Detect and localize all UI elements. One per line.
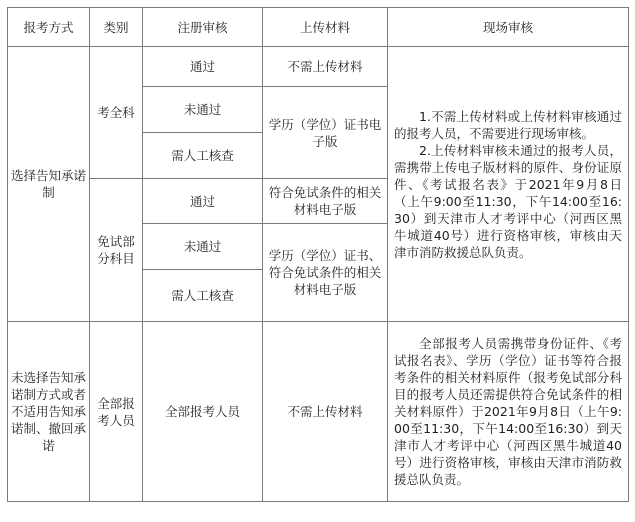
table-row	[8, 322, 629, 502]
review-status: 未通过	[143, 224, 263, 270]
review-status: 需人工核查	[143, 133, 263, 179]
review-status: 全部报考人员	[143, 322, 263, 502]
category-all-applicants: 全部报考人员	[90, 322, 143, 502]
upload-materials-cell: 不需上传材料	[263, 322, 388, 502]
upload-materials-cell: 学历（学位）证书、符合免试条件的相关材料电子版	[263, 224, 388, 322]
onsite-review-notes	[388, 322, 629, 502]
review-status: 通过	[143, 179, 263, 224]
upload-materials-cell: 符合免试条件的相关材料电子版	[263, 179, 388, 224]
header-category: 类别	[90, 8, 143, 47]
review-status: 需人工核查	[143, 270, 263, 322]
header-row	[8, 8, 629, 47]
category-partial-exempt: 免试部分科目	[90, 179, 143, 322]
upload-materials-cell: 不需上传材料	[263, 47, 388, 87]
onsite-note-all: 全部报考人员需携带身份证件、《考试报名表》、学历（学位）证书等符合报考条件的相关材料原件（报考免试部分科目的报考人员还需提供符合免试条件的相关材料原件）于2021年9月8日（上午9:00至11:30，下午14:00至16:30）到天津市人才考评中心（河西区黑牛城道40号）进行资格审核，审核由天津市消防救援总队负责。	[394, 336, 622, 487]
category-full-subjects: 考全科	[90, 47, 143, 179]
table-row	[8, 47, 629, 87]
header-method: 报考方式	[8, 8, 90, 47]
onsite-note-2: 2.上传材料审核未通过的报考人员，需携带上传电子版材料的原件、身份证原件、《考试报名表》于2021年9月8日（上午9:00至11:30，下午14:00至16:30）到天津市人才考评中心（河西区黑牛城道40号）进行资格审核，审核由天津市消防救援总队负责。	[394, 142, 622, 260]
review-status: 通过	[143, 47, 263, 87]
onsite-review-notes	[388, 47, 629, 322]
review-table	[7, 7, 629, 502]
onsite-note-1: 1.不需上传材料或上传材料审核通过的报考人员，不需要进行现场审核。	[394, 108, 622, 141]
review-status: 未通过	[143, 87, 263, 133]
header-upload-materials: 上传材料	[263, 8, 388, 47]
upload-materials-cell: 学历（学位）证书电子版	[263, 87, 388, 179]
method-commitment: 选择告知承诺制	[8, 47, 90, 322]
header-registration-review: 注册审核	[143, 8, 263, 47]
header-onsite-review: 现场审核	[388, 8, 629, 47]
method-no-commitment: 未选择告知承诺制方式或者不适用告知承诺制、撤回承诺	[8, 322, 90, 502]
